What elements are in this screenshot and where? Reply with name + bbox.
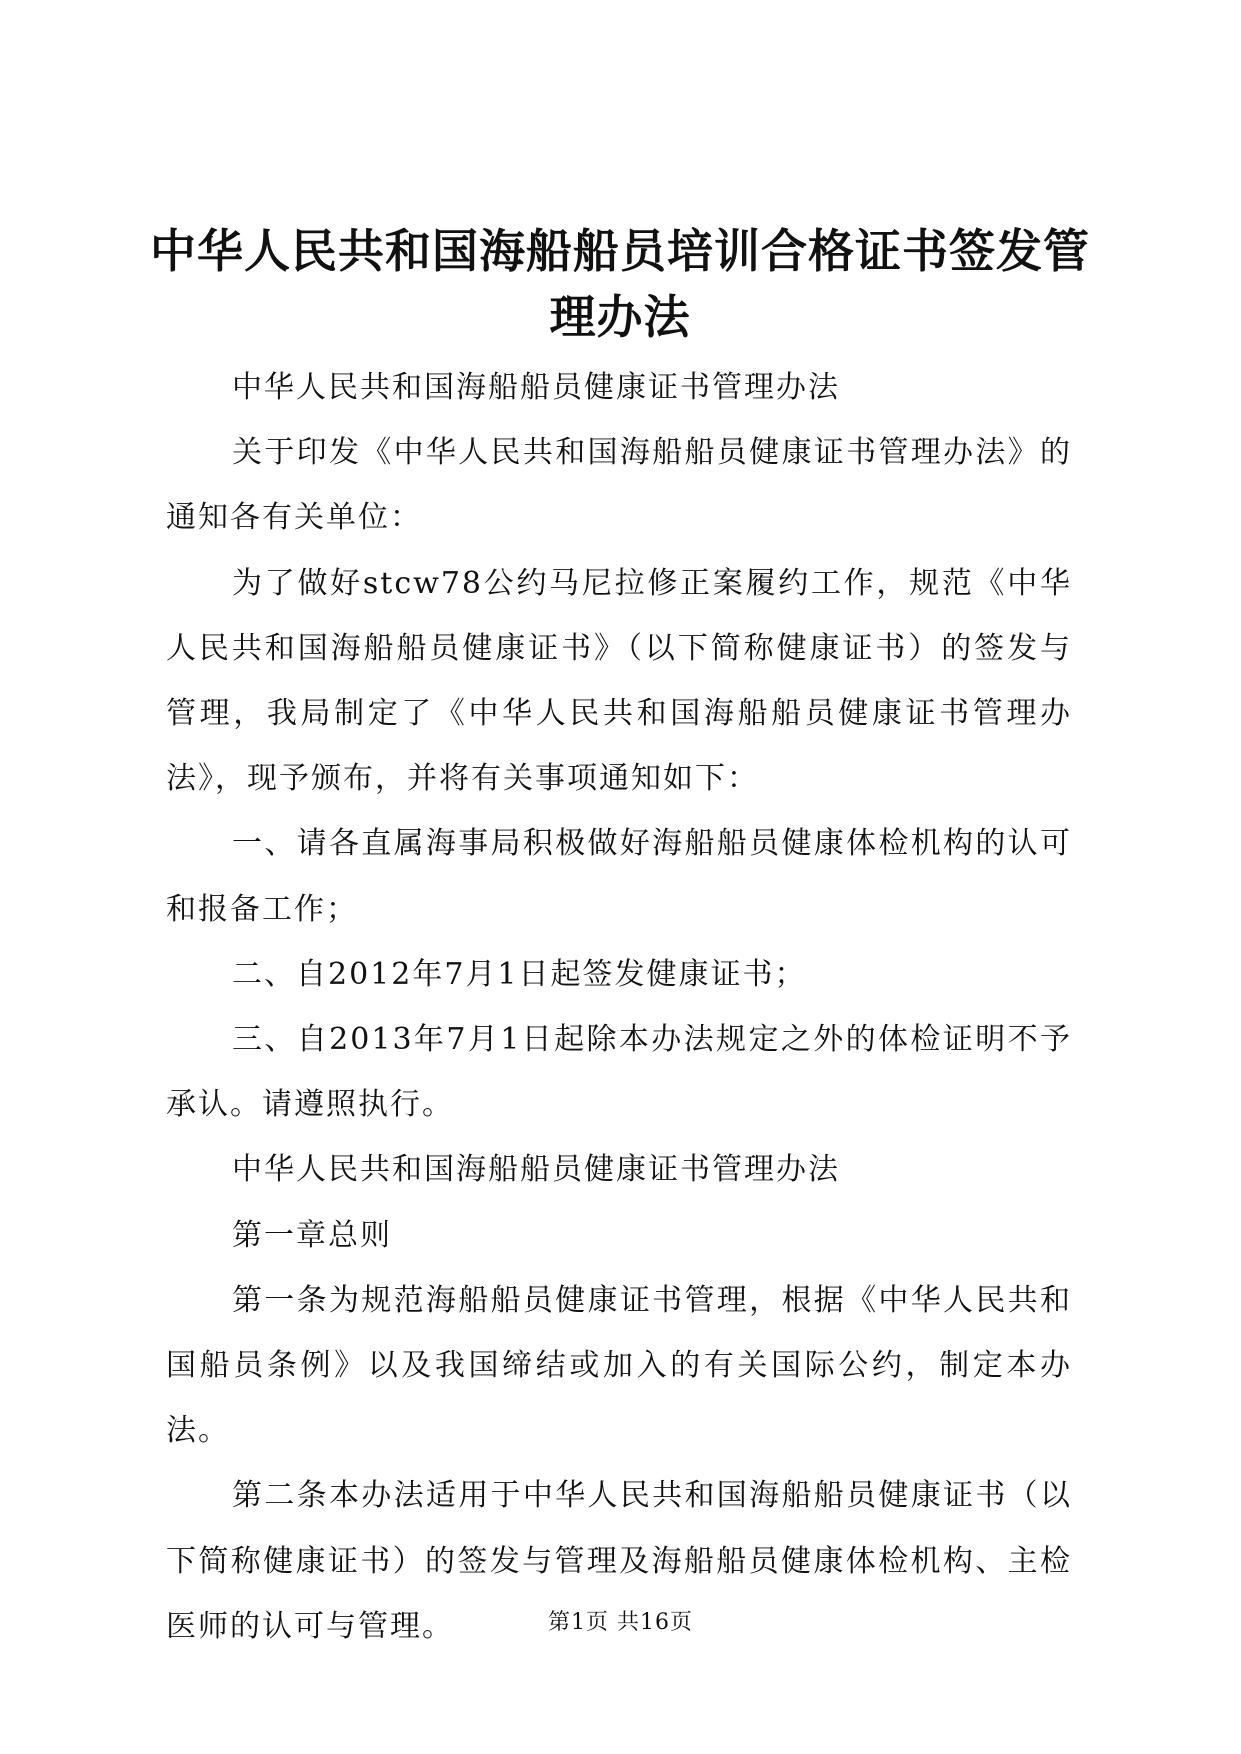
page-footer: 第1页 共16页 [548, 1610, 693, 1635]
paragraph: 为了做好stcw78公约马尼拉修正案履约工作，规范《中华人民共和国海船船员健康证书》（以下简称健康证书）的签发与管理，我局制定了《中华人民共和国海船船员健康证书管理办法》，现予颁布，并将有关事项通知如下： [166, 565, 1072, 797]
paragraph: 第一章总则 [232, 1217, 392, 1253]
paragraph: 第二条本办法适用于中华人民共和国海船船员健康证书（以下简称健康证书）的签发与管理及海船船员健康体检机构、主检医师的认可与管理。 [166, 1478, 1072, 1644]
document-body [166, 355, 1072, 1659]
paragraph: 二、自2012年7月1日起签发健康证书； [232, 956, 807, 992]
paragraph: 第一条为规范海船船员健康证书管理，根据《中华人民共和国船员条例》以及我国缔结或加入的有关国际公约，制定本办法。 [166, 1282, 1072, 1449]
paragraph: 关于印发《中华人民共和国海船船员健康证书管理办法》的通知各有关单位： [166, 435, 1072, 536]
document-title: 中华人民共和国海船船员培训合格证书签发管理办法 [150, 224, 1090, 344]
paragraph: 中华人民共和国海船船员健康证书管理办法 [232, 1152, 840, 1188]
paragraph: 三、自2013年7月1日起除本办法规定之外的体检证明不予承认。请遵照执行。 [166, 1022, 1072, 1123]
paragraph: 中华人民共和国海船船员健康证书管理办法 [232, 370, 840, 405]
paragraph: 一、请各直属海事局积极做好海船船员健康体检机构的认可和报备工作； [166, 826, 1072, 927]
